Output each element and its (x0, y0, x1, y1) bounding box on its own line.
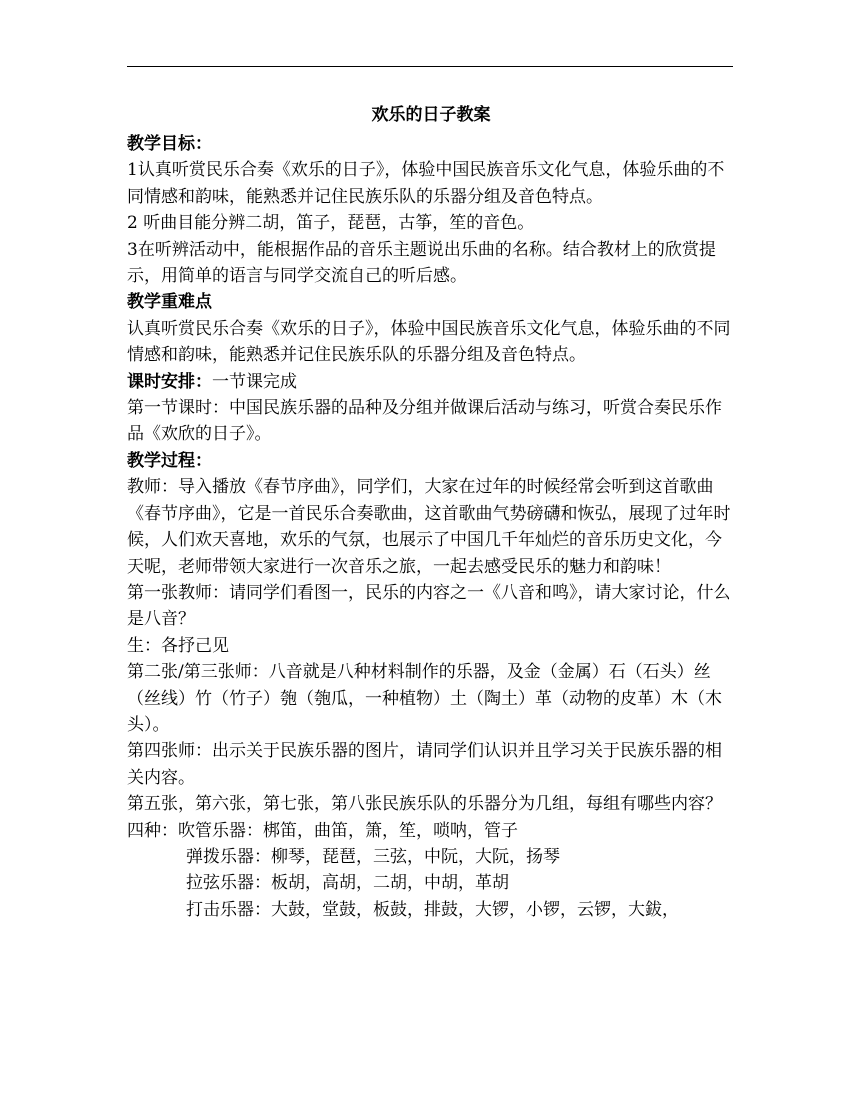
instrument-group: 拉弦乐器：板胡，高胡，二胡，中胡，革胡 (186, 873, 509, 894)
four-kinds-label: 四种： (127, 820, 178, 841)
header-rule (127, 66, 733, 67)
goal-item: 1认真听赏民乐合奏《欢乐的日子》，体验中国民族音乐文化气息，体验乐曲的不同情感和韵味，能熟悉并记住民族乐队的乐器分组及音色特点。 (127, 160, 725, 207)
process-heading: 教学过程： (127, 450, 212, 471)
process-paragraph: 第四张师：出示关于民族乐器的图片，请同学们认识并且学习关于民族乐器的相关内容。 (127, 741, 722, 788)
goal-item: 3在听辨活动中，能根据作品的音乐主题说出乐曲的名称。结合教材上的欣赏提示，用简单的语言与同学交流自己的听后感。 (127, 239, 716, 287)
key-points-heading: 教学重难点 (127, 292, 212, 313)
instrument-group: 弹拨乐器：柳琴，琵琶，三弦，中阮，大阮，扬琴 (186, 846, 560, 867)
process-paragraph: 第二张/第三张师：八音就是八种材料制作的乐器，及金（金属）石（石头）丝（丝线）竹（竹子）匏（匏瓜，一种植物）土（陶土）革（动物的皮革）木（木头）。 (127, 662, 722, 735)
document-title: 欢乐的日子教案 (371, 105, 491, 125)
process-paragraph: 第一张教师：请同学们看图一，民乐的内容之一《八音和鸣》，请大家讨论，什么是八音？ (127, 582, 731, 630)
document-body (127, 100, 735, 923)
schedule-value: 一节课完成 (212, 371, 297, 392)
process-paragraph: 教师：导入播放《春节序曲》，同学们，大家在过年的时候经常会听到这首歌曲《春节序曲》，它是一首民乐合奏歌曲，这首歌曲气势磅礴和恢弘，展现了过年时候，人们欢天喜地，欢乐的气氛，也展示了中国几千年灿烂的音乐历史文化，今天呢，老师带领大家进行一次音乐之旅，一起去感受民乐的魅力和韵味！ (127, 477, 731, 577)
process-paragraph: 生：各抒己见 (127, 635, 229, 656)
lesson-one-text: 第一节课时：中国民族乐器的品种及分组并做课后活动与练习，听赏合奏民乐作品《欢欣的日子》。 (127, 398, 722, 445)
instrument-group-line (127, 818, 735, 844)
schedule-line (127, 369, 735, 395)
process-paragraph: 第五张，第六张，第七张，第八张民族乐队的乐器分为几组，每组有哪些内容？ (127, 794, 722, 815)
instrument-group: 打击乐器：大鼓，堂鼓，板鼓，排鼓，大锣，小锣，云锣，大鈸， (186, 899, 679, 920)
instrument-group: 吹管乐器：梆笛，曲笛，箫，笙，唢呐，管子 (178, 820, 518, 841)
goal-item: 2 听曲目能分辨二胡，笛子，琵琶，古筝，笙的音色。 (127, 213, 535, 234)
schedule-label: 课时安排： (127, 371, 212, 392)
goals-heading: 教学目标： (127, 134, 212, 154)
key-points-text: 认真听赏民乐合奏《欢乐的日子》，体验中国民族音乐文化气息，体验乐曲的不同情感和韵味，能熟悉并记住民族乐队的乐器分组及音色特点。 (127, 318, 731, 366)
